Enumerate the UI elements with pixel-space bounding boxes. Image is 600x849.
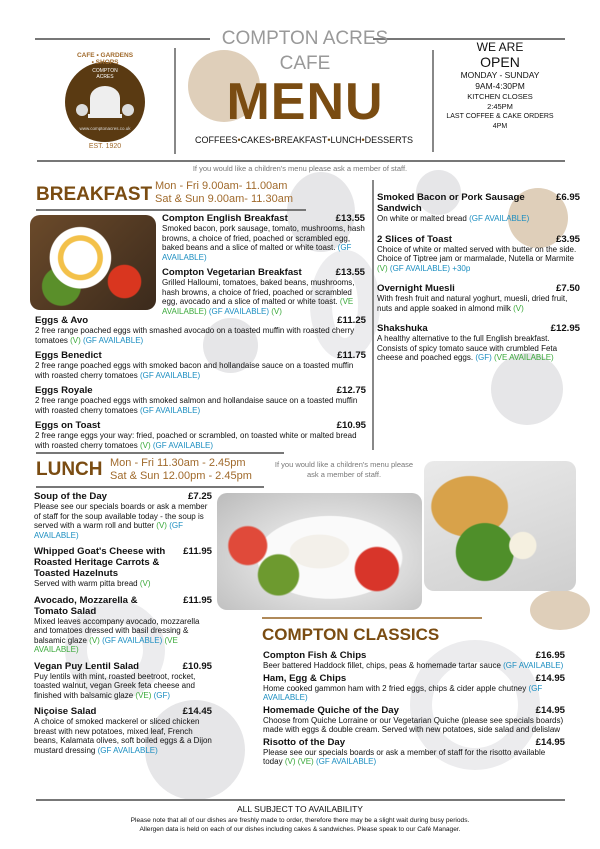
item-price: £14.95 (535, 704, 565, 716)
hours-line: OPEN (480, 54, 520, 70)
dietary-tag: (V) (284, 757, 296, 766)
item-name: Ham, Egg & Chips (263, 672, 347, 684)
dietary-tag: (V) (139, 579, 151, 588)
menu-item (263, 650, 565, 671)
item-price: £14.95 (535, 672, 565, 684)
item-name: Vegan Puy Lentil Salad (34, 660, 140, 672)
item-description (263, 748, 565, 767)
menu-item (34, 546, 212, 589)
menu-item (35, 385, 366, 415)
dietary-tag: (VE) (135, 690, 152, 700)
tagline: COFFEES•CAKES•BREAKFAST•LUNCH•DESSERTS (194, 135, 414, 145)
item-name: Eggs on Toast (35, 420, 101, 431)
dietary-tag: (V) (513, 303, 524, 313)
item-description-text: On white or malted bread (377, 214, 467, 223)
hours-line: 9AM-4:30PM (475, 81, 525, 91)
menu-item (377, 192, 580, 224)
salad-photo (217, 493, 422, 610)
lunch-hours (110, 457, 252, 483)
opening-hours (435, 40, 565, 131)
divider (36, 209, 306, 211)
classics-title: COMPTON CLASSICS (262, 625, 440, 644)
item-description-text: 2 free range poached eggs with smoked salmon and hollandaise sauce on a toasted muffin with roasted cherry tomatoes (35, 396, 358, 415)
breakfast-hours (155, 180, 293, 206)
item-description (263, 684, 565, 703)
tagline-item: DESSERTS (364, 135, 414, 145)
item-description (35, 361, 366, 380)
classics-list (263, 650, 565, 769)
breakfast-title: BREAKFAST (36, 184, 153, 205)
item-description (35, 326, 366, 345)
menu-item (263, 705, 565, 735)
item-price: £7.25 (187, 491, 212, 502)
dietary-tag: (GF AVAILABLE) (152, 440, 214, 450)
item-price: £3.95 (555, 233, 580, 245)
breakfast-top-list (162, 213, 365, 321)
item-description (377, 294, 580, 313)
item-description (377, 245, 580, 274)
divider (36, 486, 264, 488)
item-description (162, 278, 365, 316)
item-price: £11.25 (337, 315, 366, 326)
item-description-text: 2 free range poached eggs with smoked bacon and hollandaise sauce on a toasted muffin with roasted cherry tomatoes (35, 361, 354, 380)
breakfast-right-list (377, 192, 580, 373)
tagline-item: COFFEES (194, 135, 238, 145)
menu-item (162, 213, 365, 262)
item-description (34, 579, 212, 589)
children-menu-note: If you would like a children's menu please ask a member of staff. (192, 164, 408, 173)
dietary-tag: (V) (89, 635, 100, 645)
hours-line: MONDAY - SUNDAY (460, 70, 540, 80)
hours-line: KITCHEN CLOSES (467, 92, 533, 101)
dietary-tag: (GF AVAILABLE) (139, 405, 201, 415)
item-description (34, 502, 212, 540)
footer-note (0, 816, 600, 834)
menu-item (35, 350, 366, 380)
menu-item (34, 661, 212, 701)
item-name: Whipped Goat's Cheese with Roasted Heritage Carrots & Toasted Hazelnuts (34, 546, 166, 579)
menu-item (34, 706, 212, 755)
item-description-text: With fresh fruit and natural yoghurt, muesli, dried fruit, nuts and apple soaked in almond milk (377, 294, 568, 313)
cafe-subtitle: CAFE (279, 53, 331, 74)
item-description-text: A healthy alternative to the full English breakfast. Consists of spicy tomato sauce with crumbled Feta cheese and poached eggs. (377, 334, 558, 362)
item-description-text: Home cooked gammon ham with 2 fried eggs, chips & cider apple chutney (263, 683, 527, 693)
item-description-text: Choose from Quiche Lorraine or our Vegetarian Quiche (please see specials boards) made with eggs & double cream. Served with new potatoes, side salad and delislaw (263, 715, 564, 734)
item-description (34, 617, 212, 655)
item-name: Compton Fish & Chips (263, 650, 367, 661)
item-price: £11.95 (183, 546, 212, 557)
fish-and-chips-photo (424, 461, 576, 591)
item-price: £13.55 (335, 267, 365, 278)
divider (372, 180, 374, 450)
dietary-tag: (VE AVAILABLE) (34, 635, 178, 654)
tagline-item: LUNCH (330, 135, 362, 145)
dietary-tag: (GF AVAILABLE) +30p (389, 263, 471, 273)
item-price: £14.95 (535, 736, 565, 748)
item-price: £13.55 (335, 213, 365, 224)
item-description-text: Please see our specials boards or ask a member of staff for the risotto available today (263, 747, 546, 766)
dietary-tag: (GF AVAILABLE) (503, 661, 564, 670)
dietary-tag: (GF AVAILABLE) (208, 306, 270, 316)
logo-ring-text: CAFE • GARDENS • SHOPS (76, 52, 134, 66)
decor-circle (530, 590, 590, 630)
item-name: Niçoise Salad (34, 706, 97, 717)
hours-weekend: Sat & Sun 12.00pm - 2.45pm (110, 470, 252, 482)
item-name: Shakshuka (377, 323, 428, 334)
item-name: Risotto of the Day (263, 736, 346, 748)
item-description (34, 717, 212, 755)
item-name: 2 Slices of Toast (377, 233, 452, 245)
item-name: Compton English Breakfast (162, 213, 288, 224)
item-price: £14.45 (182, 706, 212, 717)
item-description-text: Grilled Halloumi, tomatoes, baked beans, mushrooms, hash browns, a choice of fried, poached or scrambled egg, avocado and a slice of malted or white toast. (162, 278, 355, 306)
dietary-tag: (GF AVAILABLE) (139, 370, 201, 380)
dietary-tag: (GF) (475, 353, 492, 362)
item-description (377, 334, 580, 363)
menu-item (263, 737, 565, 767)
hours-weekday: Mon - Fri 11.30am - 2.45pm (110, 457, 246, 469)
item-name: Eggs Royale (35, 385, 93, 396)
item-price: £10.95 (336, 420, 366, 431)
item-name: Compton Vegetarian Breakfast (162, 267, 302, 278)
item-description-text: Puy lentils with mint, roasted beetroot, rocket, toasted walnut, vegan Greek feta cheese and finished with balsamic glaze (34, 671, 196, 700)
item-name: Soup of the Day (34, 491, 108, 502)
hours-line: 2:45PM (487, 102, 513, 111)
hours-weekday: Mon - Fri 9.00am- 11.00am (155, 180, 288, 192)
item-name: Smoked Bacon or Pork Sausage Sandwich (377, 192, 525, 214)
item-description-text: Choice of white or malted served with butter on the side. Choice of Tiptree jam or marmalade, Nutella or Marmite (377, 244, 577, 263)
item-description-text: 2 free range poached eggs with smashed avocado on a toasted muffin with roasted cherry tomatoes (35, 326, 355, 345)
dietary-tag: (VE AVAILABLE) (493, 353, 554, 362)
dietary-tag: (V) (70, 335, 81, 345)
item-description-text: Smoked bacon, pork sausage, tomato, mushrooms, hash browns, a choice of fried, poached or scrambled egg, baked beans and a slice of malted or white toast. (162, 224, 365, 252)
item-name: Eggs & Avo (35, 315, 89, 326)
logo-center-text: COMPTON ACRES (92, 68, 118, 80)
divider (262, 617, 482, 619)
item-description (263, 716, 565, 735)
menu-item (162, 267, 365, 316)
divider (36, 799, 565, 801)
dietary-tag: (V) (156, 521, 167, 530)
item-description (34, 672, 212, 701)
item-price: £12.95 (550, 323, 580, 334)
menu-title: MENU (226, 73, 384, 131)
item-description-text: Please see our specials boards or ask a member of staff for the soup available today - the soup is served with a warm roll and butter (34, 502, 208, 530)
dietary-tag: (GF AVAILABLE) (102, 635, 163, 645)
dietary-tag: (GF AVAILABLE) (469, 214, 530, 223)
item-name: Overnight Muesli (377, 283, 455, 294)
dietary-tag: (V) (139, 440, 151, 450)
logo-url: www.comptonacres.co.uk (79, 126, 131, 131)
logo (55, 46, 155, 156)
dietary-tag: (GF AVAILABLE) (162, 243, 352, 262)
item-name: Avocado, Mozzarella & Tomato Salad (34, 594, 138, 617)
divider (37, 160, 565, 162)
item-price: £12.75 (336, 385, 366, 396)
item-description-text: A choice of smoked mackerel or sliced chicken breast with new potatoes, mixed leaf, French beans, Kalamata olives, soft boiled eggs & a Dijon mustard dressing (34, 717, 212, 755)
item-name: Eggs Benedict (35, 350, 102, 361)
footer-line: Please note that all of our dishes are freshly made to order, therefore there may be a slight wait during busy periods. (130, 817, 470, 824)
dietary-tag: (V) (271, 306, 282, 316)
divider (36, 452, 284, 454)
item-price: £16.95 (535, 650, 565, 661)
dietary-tag: (GF) (153, 690, 171, 700)
breakfast-photo (30, 215, 156, 310)
item-description (35, 431, 366, 450)
dietary-tag: (GF AVAILABLE) (263, 683, 543, 702)
menu-item (34, 491, 212, 540)
dietary-tag: (V) (377, 263, 388, 273)
footer-line: Allergen data is held on each of our dishes including cakes & sandwiches. Please speak to our Café Manager. (139, 826, 461, 833)
dietary-tag: (VE AVAILABLE) (162, 297, 354, 316)
item-description-text: Served with warm pitta bread (34, 579, 138, 588)
hours-line: 4PM (492, 123, 508, 130)
hours-line: LAST COFFEE & CAKE ORDERS (446, 113, 554, 120)
menu-item (263, 673, 565, 703)
item-description (377, 214, 580, 224)
dietary-tag: (VE) (297, 757, 314, 766)
logo-est: EST. 1920 (88, 143, 122, 150)
hours-weekend: Sat & Sun 9.00am- 11.30am (155, 193, 293, 205)
cafe-title: COMPTON ACRES (221, 28, 389, 49)
item-price: £7.50 (555, 283, 580, 294)
dietary-tag: (GF AVAILABLE) (97, 745, 158, 755)
dietary-tag: (GF AVAILABLE) (83, 335, 144, 345)
menu-item (377, 283, 580, 313)
menu-item (377, 234, 580, 274)
hours-line: WE ARE (476, 40, 524, 54)
footer-title: ALL SUBJECT TO AVAILABILITY (237, 804, 363, 814)
divider (432, 50, 434, 152)
item-price: £11.95 (183, 594, 212, 606)
item-description-text: Beer battered Haddock fillet, chips, peas & homemade tartar sauce (263, 661, 501, 670)
menu-item (35, 315, 366, 345)
item-name: Homemade Quiche of the Day (263, 704, 399, 716)
item-description (263, 661, 565, 671)
eggs-list (35, 315, 366, 455)
item-description-text: 2 free range eggs your way: fried, poached or scrambled, on toasted white or malted bread with roasted cherry tomatoes (35, 431, 357, 450)
dietary-tag: (GF AVAILABLE) (34, 521, 183, 540)
menu-item (34, 595, 212, 655)
item-price: £10.95 (182, 660, 212, 672)
item-description (35, 396, 366, 415)
item-price: £11.75 (337, 350, 366, 361)
menu-item (35, 420, 366, 450)
lunch-title: LUNCH (36, 459, 103, 480)
item-description (162, 224, 365, 262)
lunch-list (34, 491, 212, 761)
item-price: £6.95 (555, 192, 580, 203)
tagline-item: BREAKFAST (274, 135, 328, 145)
item-description-text: Mixed leaves accompany avocado, mozzarella and tomatoes dressed with basil dressing & balsamic glaze (34, 616, 200, 645)
menu-item (377, 323, 580, 363)
lunch-children-note: If you would like a children's menu please ask a member of staff. (274, 460, 414, 479)
dietary-tag: (GF AVAILABLE) (315, 757, 377, 766)
tagline-item: CAKES (240, 135, 272, 145)
